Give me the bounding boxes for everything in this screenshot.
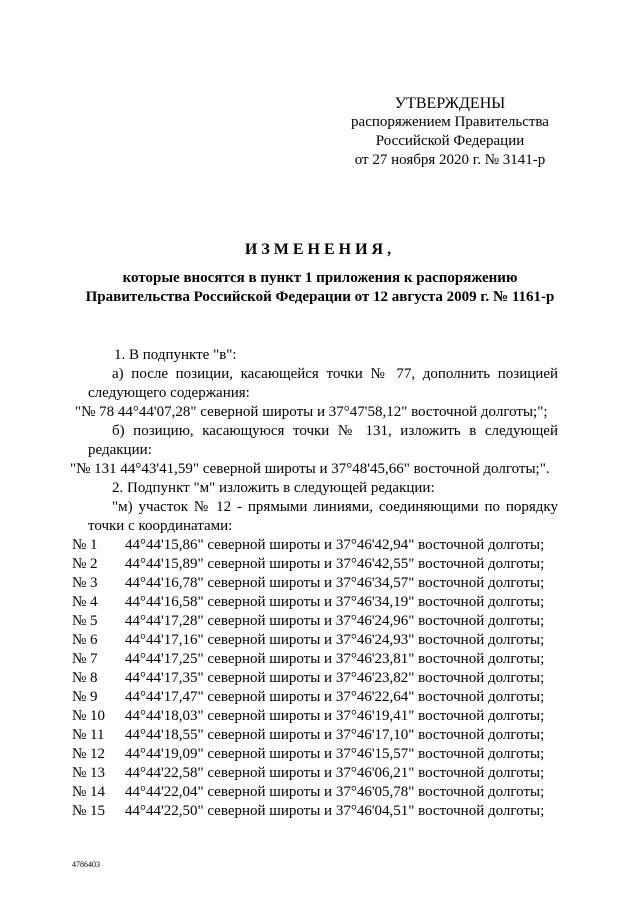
point-coordinates: 44°44'17,47" северной широты и 37°46'22,64" восточной долготы;	[125, 689, 545, 705]
approval-block	[350, 94, 550, 170]
point-number: № 15	[72, 803, 106, 819]
paragraph-2-line-2: следующего содержания:	[88, 385, 250, 401]
point-number: № 11	[72, 727, 105, 743]
point-number: № 14	[72, 784, 106, 800]
point-coordinates: 44°44'18,03" северной широты и 37°46'19,41" восточной долготы;	[125, 708, 545, 724]
point-number: № 3	[72, 575, 98, 591]
point-coordinates: 44°44'17,28" северной широты и 37°46'24,96" восточной долготы;	[125, 613, 545, 629]
point-coordinates: 44°44'17,35" северной широты и 37°46'23,82" восточной долготы;	[125, 670, 545, 686]
paragraph-4-line-2: редакции:	[88, 442, 152, 458]
approval-line-1: распоряжением Правительства	[351, 114, 549, 130]
point-coordinates: 44°44'18,55" северной широты и 37°46'17,10" восточной долготы;	[125, 727, 545, 743]
coordinate-row	[72, 727, 562, 745]
paragraph-2-line-1: а) после позиции, касающейся точки № 77, дополнить позицией	[112, 366, 558, 382]
coordinate-row	[72, 556, 562, 574]
paragraph-6: 2. Подпункт "м" изложить в следующей редакции:	[112, 480, 435, 496]
point-number: № 12	[72, 746, 106, 762]
coordinate-row	[72, 784, 562, 802]
point-coordinates: 44°44'17,25" северной широты и 37°46'23,81" восточной долготы;	[125, 651, 545, 667]
coordinate-row	[72, 803, 562, 821]
document-subtitle	[0, 269, 640, 307]
paragraph-1: 1. В подпункте "в":	[114, 347, 237, 363]
point-number: № 4	[72, 594, 98, 610]
point-coordinates: 44°44'16,58" северной широты и 37°46'34,19" восточной долготы;	[125, 594, 545, 610]
paragraph-7-line-2: точки с координатами:	[88, 518, 233, 534]
document-title: ИЗМЕНЕНИЯ,	[244, 241, 396, 258]
point-coordinates: 44°44'22,58" северной широты и 37°46'06,21" восточной долготы;	[125, 765, 545, 781]
coordinate-row	[72, 651, 562, 669]
coordinate-row	[72, 537, 562, 555]
coordinate-row	[72, 575, 562, 593]
point-number: № 8	[72, 670, 98, 686]
coordinate-row	[72, 746, 562, 764]
point-coordinates: 44°44'22,04" северной широты и 37°46'05,78" восточной долготы;	[125, 784, 545, 800]
subtitle-line-2: Правительства Российской Федерации от 12 августа 2009 г. № 1161-р	[85, 289, 555, 305]
paragraph-7-line-1: "м) участок № 12 - прямыми линиями, соединяющими по порядку	[112, 499, 558, 515]
point-number: № 10	[72, 708, 106, 724]
point-number: № 2	[72, 556, 98, 572]
point-coordinates: 44°44'15,86" северной широты и 37°46'42,94" восточной долготы;	[125, 537, 545, 553]
coordinate-row	[72, 765, 562, 783]
coordinate-row	[72, 594, 562, 612]
coordinate-row	[72, 670, 562, 688]
point-coordinates: 44°44'22,50" северной широты и 37°46'04,51" восточной долготы;	[125, 803, 545, 819]
point-number: № 9	[72, 689, 98, 705]
subtitle-line-1: которые вносятся в пункт 1 приложения к распоряжению	[122, 270, 518, 286]
point-number: № 13	[72, 765, 106, 781]
paragraph-5: "№ 131 44°43'41,59" северной широты и 37°48'45,66" восточной долготы;".	[70, 461, 550, 477]
approval-title: УТВЕРЖДЕНЫ	[394, 95, 506, 112]
coordinate-row	[72, 632, 562, 650]
point-coordinates: 44°44'17,16" северной широты и 37°46'24,93" восточной долготы;	[125, 632, 545, 648]
point-coordinates: 44°44'19,09" северной широты и 37°46'15,57" восточной долготы;	[125, 746, 545, 762]
coordinate-row	[72, 708, 562, 726]
paragraph-3: "№ 78 44°44'07,28" северной широты и 37°47'58,12" восточной долготы;";	[75, 404, 548, 420]
point-coordinates: 44°44'15,89" северной широты и 37°46'42,55" восточной долготы;	[125, 556, 545, 572]
coordinate-row	[72, 613, 562, 631]
approval-line-3: от 27 ноября 2020 г. № 3141-р	[354, 152, 546, 168]
point-number: № 5	[72, 613, 98, 629]
point-number: № 7	[72, 651, 98, 667]
point-number: № 6	[72, 632, 98, 648]
point-coordinates: 44°44'16,78" северной широты и 37°46'34,57" восточной долготы;	[125, 575, 545, 591]
point-number: № 1	[72, 537, 98, 553]
paragraph-4-line-1: б) позицию, касающуюся точки № 131, изложить в следующей	[112, 423, 558, 439]
coordinate-row	[72, 689, 562, 707]
approval-line-2: Российской Федерации	[375, 133, 525, 149]
document-code: 4786403	[72, 860, 100, 869]
